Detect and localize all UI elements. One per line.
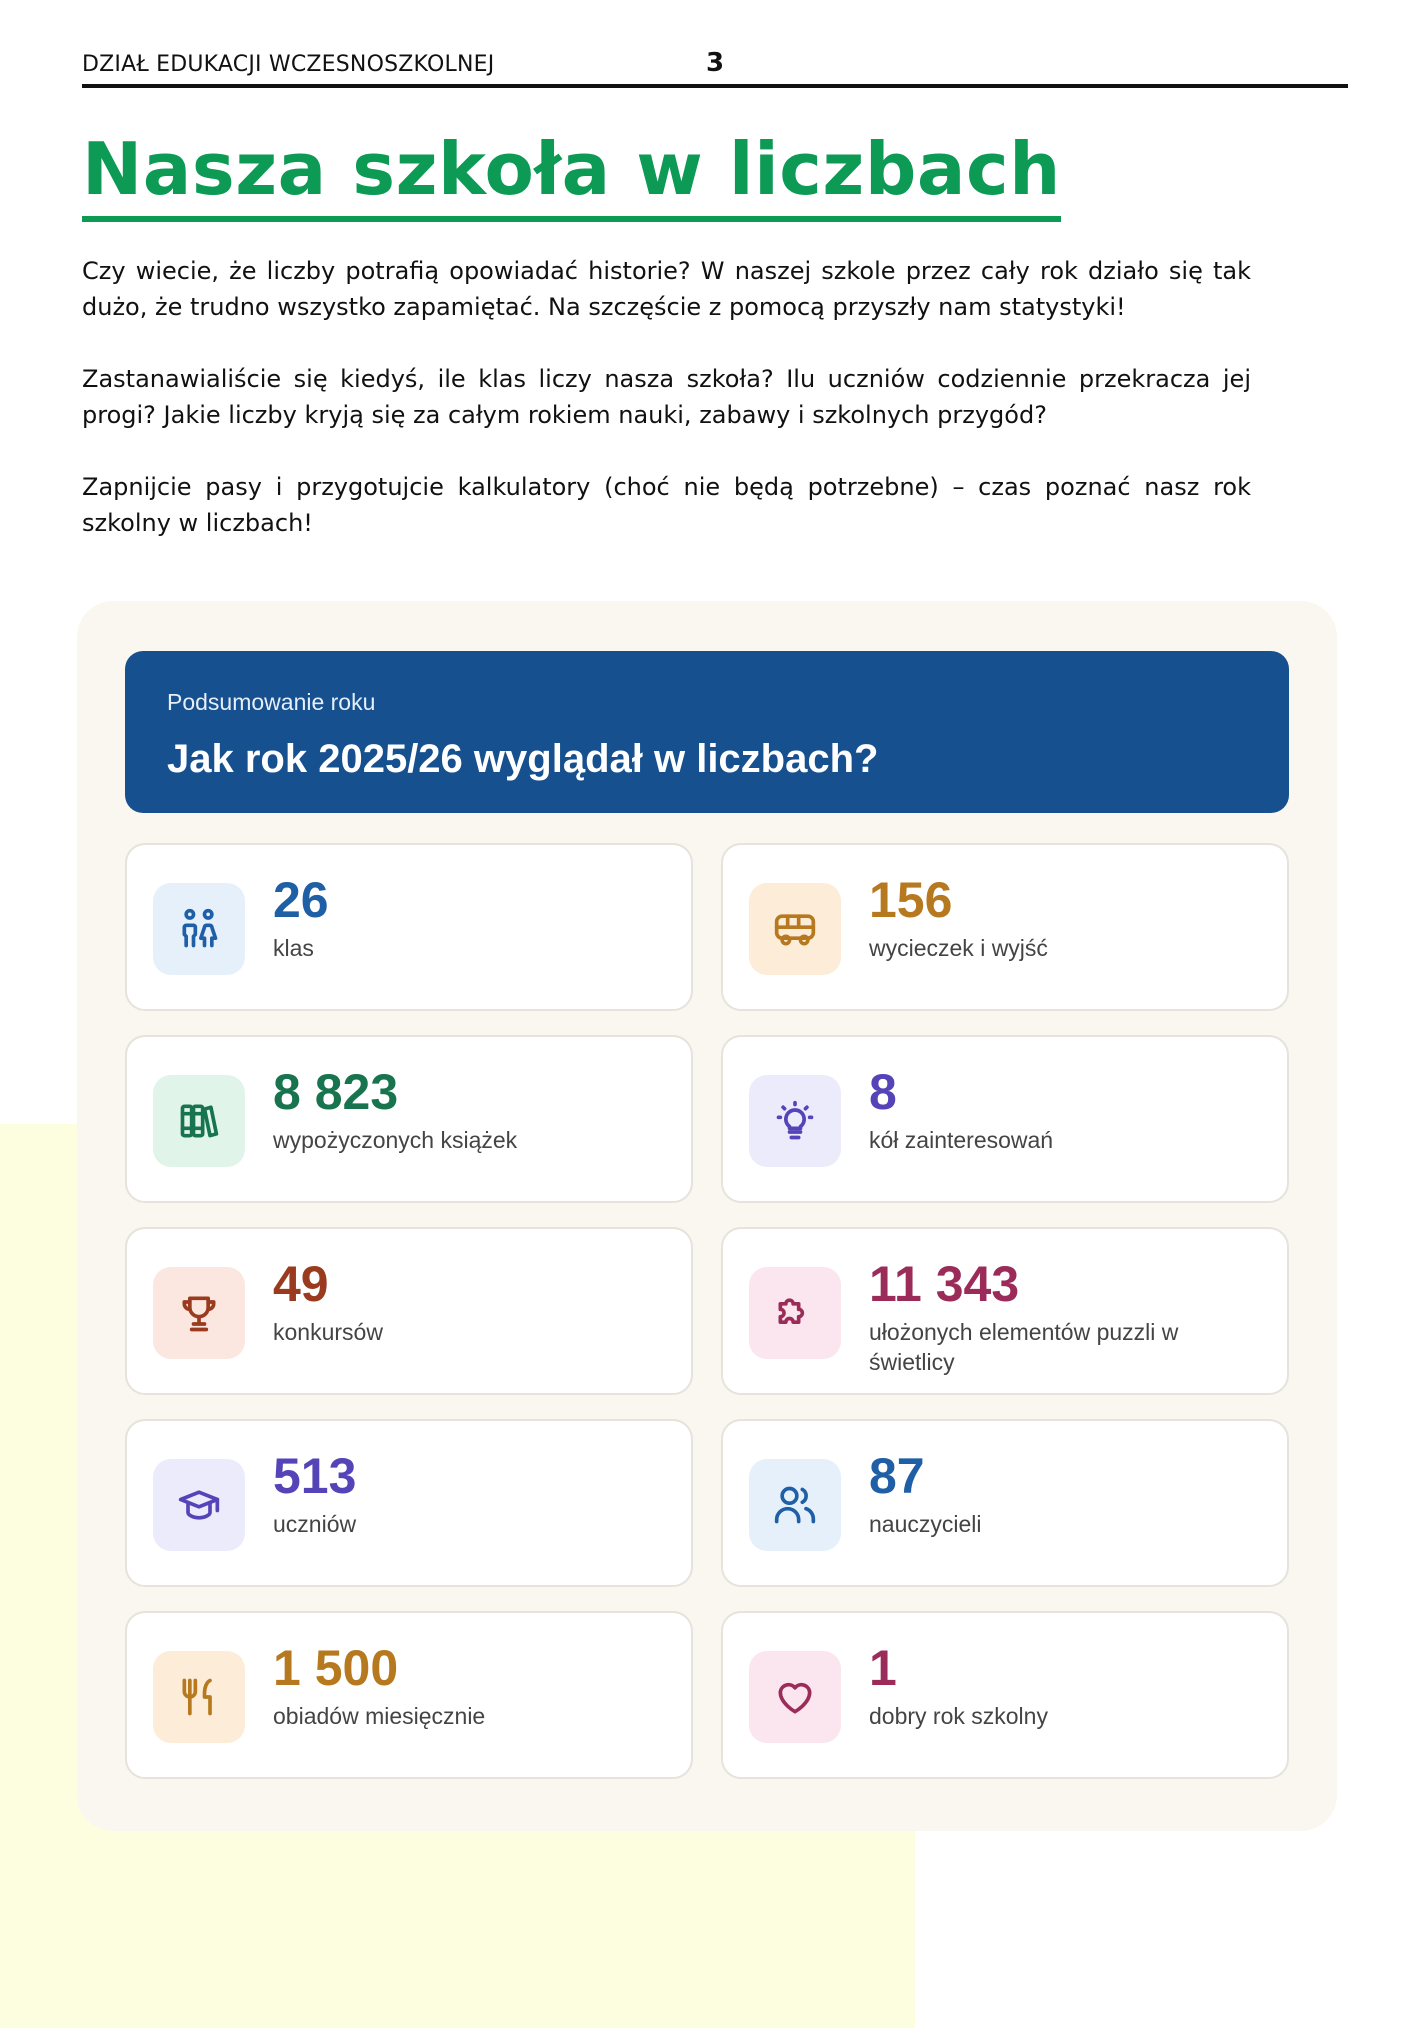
books-icon xyxy=(153,1075,245,1167)
stat-label: konkursów xyxy=(273,1319,383,1345)
bus-icon xyxy=(749,883,841,975)
children-icon xyxy=(153,883,245,975)
intro-text xyxy=(82,253,1251,577)
stat-label: obiadów miesięcznie xyxy=(273,1703,486,1729)
stat-value: 156 xyxy=(869,872,953,928)
stat-card xyxy=(125,1419,693,1587)
stat-card xyxy=(721,1035,1289,1203)
stat-label: kół zainteresowań xyxy=(869,1127,1054,1153)
page-title: Nasza szkoła w liczbach xyxy=(82,124,1061,222)
intro-paragraph: Zastanawialiście się kiedyś, ile klas liczy nasza szkoła? Ilu uczniów codziennie przekracza jej progi? Jakie liczby kryją się za całym rokiem nauki, zabawy i szkolnych przygód? xyxy=(82,365,1251,429)
trophy-icon xyxy=(153,1267,245,1359)
stat-card xyxy=(721,1419,1289,1587)
intro-paragraph: Zapnijcie pasy i przygotujcie kalkulatory (choć nie będą potrzebne) – czas poznać nasz rok szkolny w liczbach! xyxy=(82,473,1251,537)
department-name: DZIAŁ EDUKACJI WCZESNOSZKOLNEJ xyxy=(82,52,495,77)
heart-icon xyxy=(749,1651,841,1743)
stat-value: 11 343 xyxy=(869,1256,1020,1312)
stat-card xyxy=(125,843,693,1011)
stat-card xyxy=(125,1611,693,1779)
stat-label: wypożyczonych książek xyxy=(273,1127,518,1153)
stat-label: nauczycieli xyxy=(869,1511,982,1537)
stat-card xyxy=(125,1227,693,1395)
stat-card xyxy=(125,1035,693,1203)
stat-label: wycieczek i wyjść xyxy=(869,935,1048,961)
page-header xyxy=(82,48,1348,88)
lightbulb-icon xyxy=(749,1075,841,1167)
stat-card xyxy=(721,843,1289,1011)
page-number: 3 xyxy=(706,48,725,78)
stat-card xyxy=(721,1611,1289,1779)
stat-label: uczniów xyxy=(273,1511,357,1537)
graduation-cap-icon xyxy=(153,1459,245,1551)
users-icon xyxy=(749,1459,841,1551)
stat-value: 1 xyxy=(869,1640,897,1696)
intro-paragraph: Czy wiecie, że liczby potrafią opowiadać historie? W naszej szkole przez cały rok działo się tak dużo, że trudno wszystko zapamiętać. Na szczęście z pomocą przyszły nam statystyki! xyxy=(82,257,1251,321)
banner-heading: Jak rok 2025/26 wyglądał w liczbach? xyxy=(167,737,879,781)
stat-value: 8 xyxy=(869,1064,897,1120)
stat-label: klas xyxy=(273,935,314,961)
banner-subtitle: Podsumowanie roku xyxy=(167,689,376,715)
stat-value: 49 xyxy=(273,1256,329,1312)
stat-label: ułożonych elementów puzzli w świetlicy xyxy=(869,1319,1179,1375)
cutlery-icon xyxy=(153,1651,245,1743)
summary-banner xyxy=(125,651,1289,813)
stat-value: 87 xyxy=(869,1448,925,1504)
puzzle-icon xyxy=(749,1267,841,1359)
stat-label: dobry rok szkolny xyxy=(869,1703,1048,1729)
stats-panel xyxy=(77,601,1337,1831)
stat-value: 8 823 xyxy=(273,1064,399,1120)
stat-card xyxy=(721,1227,1289,1395)
stat-value: 26 xyxy=(273,872,329,928)
stat-value: 513 xyxy=(273,1448,357,1504)
stat-value: 1 500 xyxy=(273,1640,399,1696)
